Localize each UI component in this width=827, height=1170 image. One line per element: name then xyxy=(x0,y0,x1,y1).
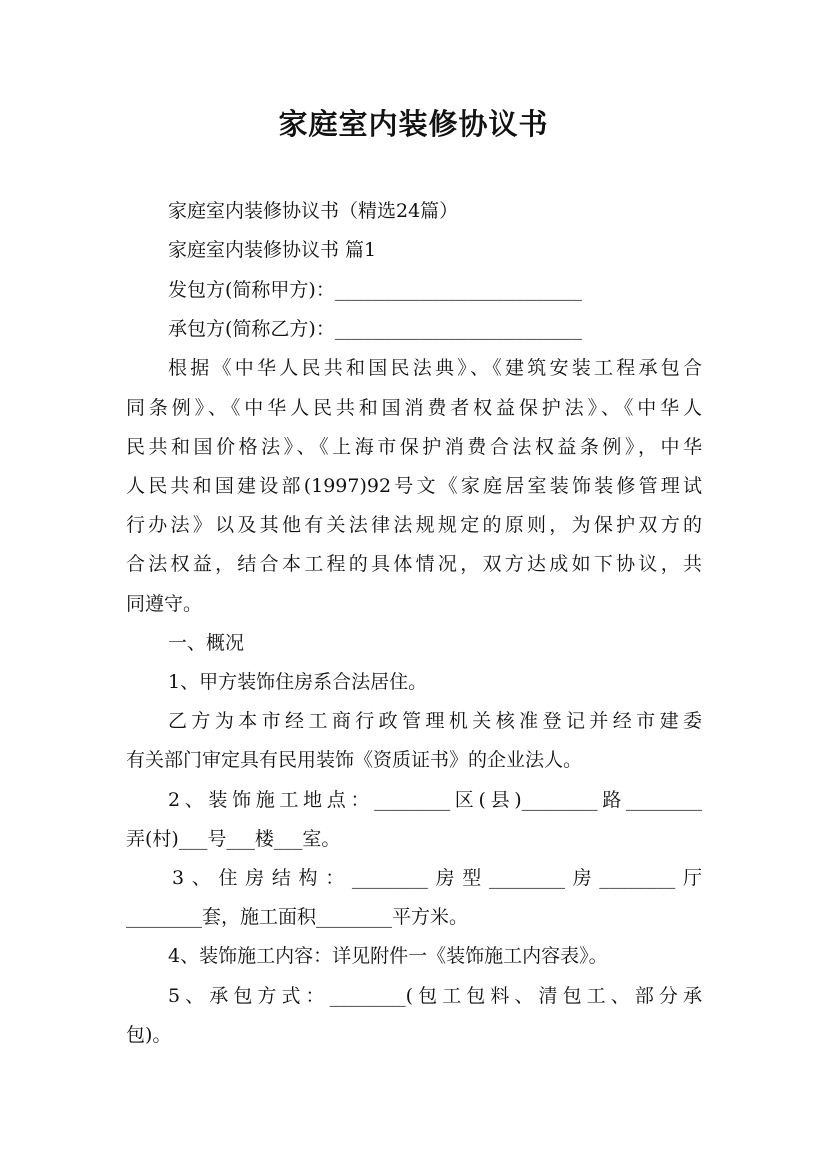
paragraph-line: 民共和国价格法》、《上海市保护消费合法权益条例》，中华 xyxy=(126,436,702,458)
paragraph-line: 根据《中华人民共和国民法典》、《建筑安装工程承包合 xyxy=(168,357,702,379)
clause-line: 2、装饰施工地点：________区(县)________路________ xyxy=(168,789,702,811)
paragraph-line: 合法权益，结合本工程的具体情况，双方达成如下协议，共 xyxy=(126,553,702,575)
party-b-line: 承包方(简称乙方)：__________________________ xyxy=(168,318,582,340)
paragraph-line: 人民共和国建设部(1997)92号文《家庭居室装饰装修管理试 xyxy=(126,475,702,497)
clause-line: 4、装饰施工内容：详见附件一《装饰施工内容表》。 xyxy=(168,945,608,967)
clause-line: 1、甲方装饰住房系合法居住。 xyxy=(168,671,428,693)
clause-line: 3、住房结构：________房型________房________厅 xyxy=(172,867,702,889)
paragraph-line: 行办法》以及其他有关法律法规规定的原则，为保护双方的 xyxy=(126,514,702,536)
section-heading: 家庭室内装修协议书 篇1 xyxy=(168,239,377,261)
paragraph-line: 同条例》、《中华人民共和国消费者权益保护法》、《中华人 xyxy=(126,397,702,419)
clause-line: 5、承包方式：________(包工包料、清包工、部分承 xyxy=(168,985,702,1007)
clause-heading: 一、概况 xyxy=(168,632,245,654)
clause-line: ________套，施工面积________平方米。 xyxy=(126,906,469,928)
clause-line: 弄(村)___号___楼___室。 xyxy=(126,828,341,850)
clause-line: 包)。 xyxy=(126,1024,172,1046)
subtitle-line: 家庭室内装修协议书（精选24篇） xyxy=(168,200,459,222)
clause-line: 有关部门审定具有民用装饰《资质证书》的企业法人。 xyxy=(126,749,583,771)
paragraph-line: 同遵守。 xyxy=(126,593,203,615)
clause-line: 乙方为本市经工商行政管理机关核准登记并经市建委 xyxy=(168,710,702,732)
document-title: 家庭室内装修协议书 xyxy=(278,107,549,141)
party-a-line: 发包方(简称甲方)：__________________________ xyxy=(168,279,582,301)
